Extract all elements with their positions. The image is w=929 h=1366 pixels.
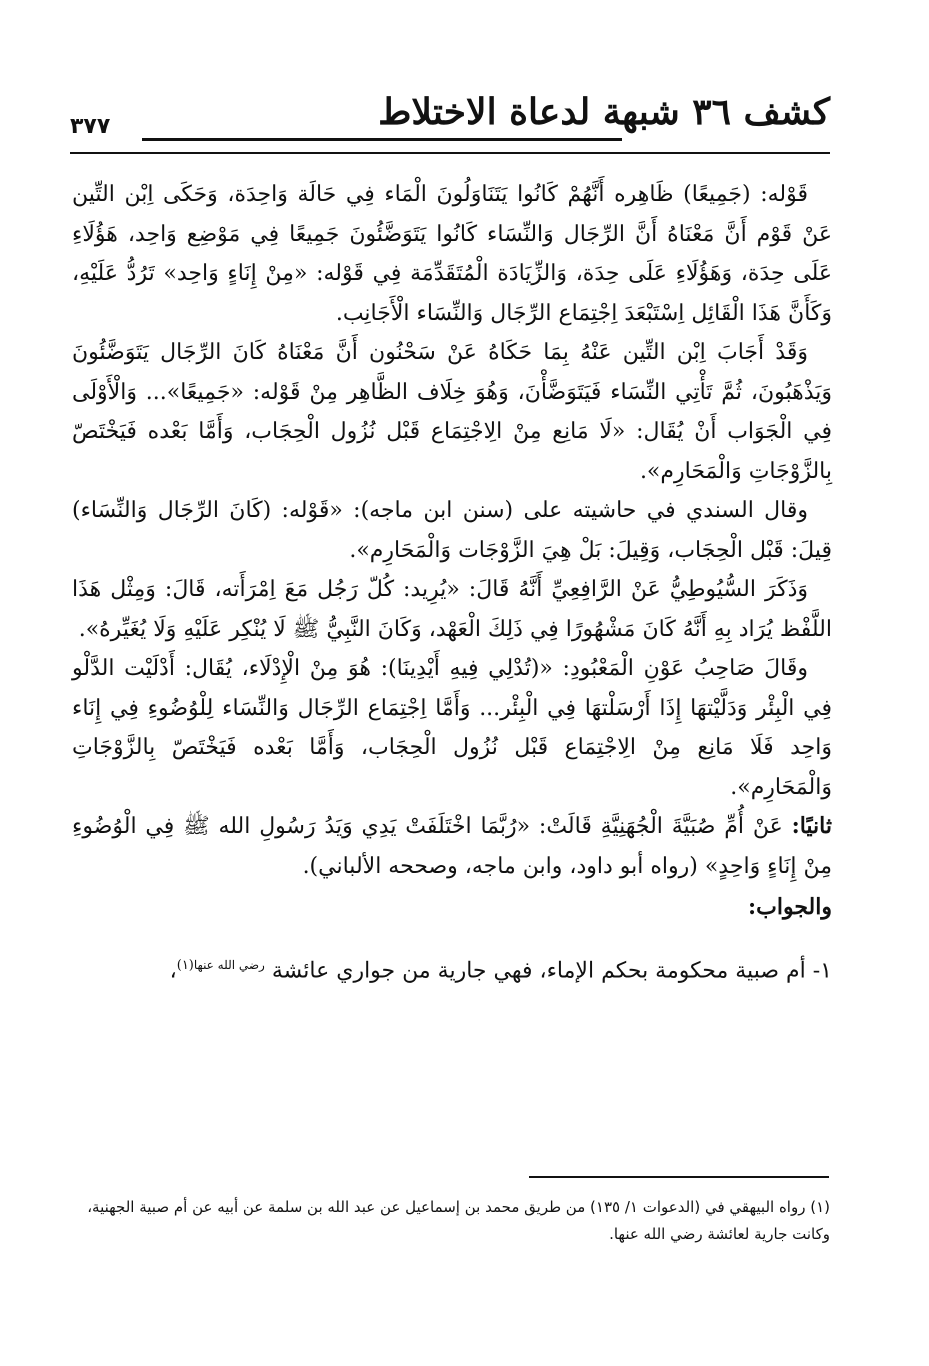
section-label: ثانيًا: xyxy=(791,813,832,839)
answer-heading: والجواب: xyxy=(748,894,832,920)
paragraph-6 xyxy=(72,807,832,886)
paragraph-4: وَذَكَرَ السُّيُوطِيُّ عَنْ الرَّافِعِيِّ أَنَّهُ قَالَ: «يُرِيد: كُلّ رَجُل مَعَ اِمْرَأَته، قَالَ: وَمِثْل هَذَا اللَّفْظ يُرَاد بِهِ أَنَّهُ كَانَ مَشْهُورًا فِي ذَلِكَ الْعَهْد، وَكَانَ النَّبِيُّ ﷺ لَا يُنْكِر عَلَيْهِ وَلَا يُغَيِّرهُ». xyxy=(72,577,832,642)
paragraph-6-text: عَنْ أُمِّ صُبَيَّةَ الْجُهَنِيَّةِ قَالَتْ: «رُبَّمَا اخْتَلَفَتْ يَدِي وَيَدُ رَسُولِ الله ﷺ فِي الْوُضُوءِ مِنْ إِنَاءٍ وَاحِدٍ» (رواه أبو داود، وابن ماجه، وصححه الألباني). xyxy=(72,814,832,879)
book-title: كشف ٣٦ شبهة لدعاة الاختلاط xyxy=(378,91,830,133)
paragraph-5: وقَالَ صَاحِبُ عَوْنِ الْمَعْبُودِ: «(تُدْلِي فِيهِ أَيْدِينَا): هُوَ مِنْ الْإِدْلَاء، يُقَال: أَدْلَيْت الدَّلْو فِي الْبِئْر وَدَلَّيْتهَا إِذَا أَرْسَلْتهَا فِي الْبِئْر... وَأَمَّا اِجْتِمَاع الرِّجَال وَالنِّسَاء لِلْوُضُوءِ فِي إِنَاء وَاحِد فَلَا مَانِع مِنْ الِاجْتِمَاع قَبْل نُزُول الْحِجَاب، وَأَمَّا بَعْده فَيَخْتَصّ بِالزَّوْجَاتِ وَالْمَحَارِم». xyxy=(72,656,832,800)
header-rule xyxy=(142,138,622,141)
footnotes xyxy=(70,1194,830,1248)
paragraph-1: قَوْله: (جَمِيعًا) ظَاهِره أَنَّهُمْ كَانُوا يَتَنَاوَلُونَ الْمَاء فِي حَالَة وَاحِدَة، وَحَكَى اِبْن التِّين عَنْ قَوْم أَنَّ مَعْنَاهُ أَنَّ الرِّجَال وَالنِّسَاء كَانُوا يَتَوَضَّئُونَ جَمِيعًا فِي مَوْضِع وَاحِد، هَؤُلَاءِ عَلَى حِدَة، وَهَؤُلَاءِ عَلَى حِدَة، وَالزِّيَادَة الْمُتَقَدِّمَة فِي قَوْله: «مِنْ إِنَاءٍ وَاحِد» تَرُدُّ عَلَيْهِ، وَكَأَنَّ هَذَا الْقَائِل اِسْتَبْعَدَ اِجْتِمَاع الرِّجَال وَالنِّسَاء الْأَجَانِب. xyxy=(72,182,832,326)
footnote-ref: (١) xyxy=(176,957,194,973)
answer-point-1-text: ١- أم صبية محكومة بحكم الإماء، فهي جارية من جواري عائشة xyxy=(271,957,832,983)
footnote-separator xyxy=(529,1176,829,1178)
header-underline xyxy=(70,152,830,154)
answer-point-1: ١- أم صبية محكومة بحكم الإماء، فهي جارية من جواري عائشة $^{رضي الله عنها(١)}$، xyxy=(169,957,832,983)
page-number: ٣٧٧ xyxy=(70,114,111,139)
main-text xyxy=(72,175,832,990)
paragraph-3: وقال السندي في حاشيته على (سنن ابن ماجه): «قَوْله: (كَانَ الرِّجَال وَالنِّسَاء) قِيلَ: قَبْل الْحِجَاب، وَقِيلَ: بَلْ هِيَ الزَّوْجَات وَالْمَحَارِم». xyxy=(72,498,832,563)
honorific-glyph: رضي الله عنها xyxy=(193,957,265,972)
page-header xyxy=(70,80,830,160)
footnote-1: (١) رواه البيهقي في (الدعوات ١/ ١٣٥) من طريق محمد بن إسماعيل عن عبد الله بن سلمة عن أبيه عن أم صبية الجهنية، وكانت جارية لعائشة رضي الله عنها. xyxy=(87,1198,830,1243)
paragraph-2: وَقَدْ أَجَابَ اِبْن التِّين عَنْهُ بِمَا حَكَاهُ عَنْ سَحْنُون أَنَّ مَعْنَاهُ كَانَ الرِّجَال يَتَوَضَّئُونَ وَيَذْهَبُونَ، ثُمَّ تَأْتِي النِّسَاء فَيَتَوَضَّأْنَ، وَهُوَ خِلَاف الظَّاهِر مِنْ قَوْله: «جَمِيعًا»... وَالْأَوْلَى فِي الْجَوَاب أَنْ يُقَال: «لَا مَانِع مِنْ الِاجْتِمَاع قَبْل نُزُول الْحِجَاب، وَأَمَّا بَعْده فَيَخْتَصّ بِالزَّوْجَاتِ وَالْمَحَارِم». xyxy=(72,340,832,484)
